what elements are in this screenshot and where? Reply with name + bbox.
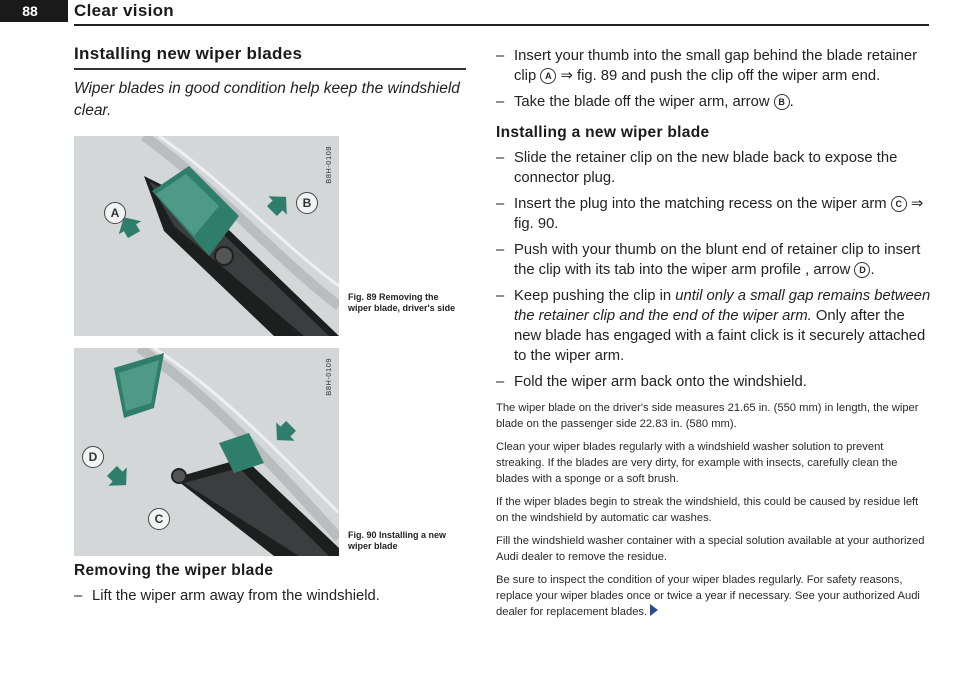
step-insert-plug: – Insert the plug into the matching recess on the wiper arm C ⇒ fig. 90.: [496, 196, 924, 232]
figure-label-d: D: [82, 446, 104, 468]
wiper-install-illustration: [74, 348, 339, 556]
removing-section: [74, 562, 466, 612]
note-blade-length: The wiper blade on the driver's side measures 21.65 in. (550 mm) in length, the wiper blade on the passenger side 22.83 in. (580 mm).: [496, 402, 919, 430]
figure-89-image: [74, 136, 339, 336]
continue-arrow-icon: [650, 604, 658, 616]
header-rule: [74, 24, 929, 26]
callout-d: D: [854, 262, 870, 278]
step-push-clip: – Push with your thumb on the blunt end of retainer clip to insert the clip with its tab into the wiper arm profile , arrow D .: [496, 242, 921, 278]
step-fold-arm: – Fold the wiper arm back onto the windshield.: [496, 374, 807, 390]
left-column: [74, 44, 466, 604]
figure-label-a: A: [104, 202, 126, 224]
chapter-title: Clear vision: [74, 1, 174, 20]
note-inspect: Be sure to inspect the condition of your wiper blades regularly. For safety reasons, replace your wiper blades once or twice a year if necessary. See your authorized Audi dealer for replacement blades.: [496, 574, 920, 618]
note-streaking: If the wiper blades begin to streak the windshield, this could be caused by residue left on the windshield by automatic car washes.: [496, 496, 919, 524]
section-title: Installing new wiper blades: [74, 44, 303, 63]
figure-label-b: B: [296, 192, 318, 214]
figure-89-caption: Fig. 89 Removing the wiper blade, driver's side: [348, 291, 456, 313]
note-clean-blades: Clean your wiper blades regularly with a windshield washer solution to prevent streaking. If the blades are very dirty, for example with insects, carefully clean the blades with a sponge or a soft brush.: [496, 441, 898, 485]
step-take-blade-off: – Take the blade off the wiper arm, arrow B .: [496, 94, 794, 110]
wiper-removal-illustration: [74, 136, 339, 336]
figure-label-c: C: [148, 508, 170, 530]
figure-code: B8H-0108: [324, 145, 333, 184]
figure-code: B8H-0109: [324, 357, 333, 396]
installing-title: Installing a new wiper blade: [496, 124, 710, 141]
step-keep-pushing: – Keep pushing the clip in until only a small gap remains between the retainer clip and the end of the wiper arm. Only after the new blade has engaged with a faint click is it securely attached to the wiper arm.: [496, 288, 931, 364]
section-rule: [74, 68, 466, 70]
step-slide-clip: – Slide the retainer clip on the new blade back to expose the connector plug.: [496, 150, 898, 186]
callout-c: C: [891, 196, 907, 212]
figure-90-caption: Fig. 90 Installing a new wiper blade: [348, 529, 447, 551]
figure-90-image: [74, 348, 339, 556]
right-column: [496, 46, 932, 627]
callout-a: A: [540, 68, 556, 84]
removing-title: Removing the wiper blade: [74, 562, 274, 579]
page-header: [0, 0, 960, 30]
note-washer-fluid: Fill the windshield washer container with a special solution available at your authorized Audi dealer to remove the residue.: [496, 535, 925, 563]
section-intro: Wiper blades in good condition help keep the windshield clear.: [74, 79, 460, 119]
callout-b: B: [774, 94, 790, 110]
step-insert-thumb: – Insert your thumb into the small gap behind the blade retainer clip A ⇒ fig. 89 and push the clip off the wiper arm end.: [496, 48, 918, 84]
page-number: 88: [0, 0, 60, 22]
removing-step: – Lift the wiper arm away from the windshield.: [74, 588, 380, 604]
